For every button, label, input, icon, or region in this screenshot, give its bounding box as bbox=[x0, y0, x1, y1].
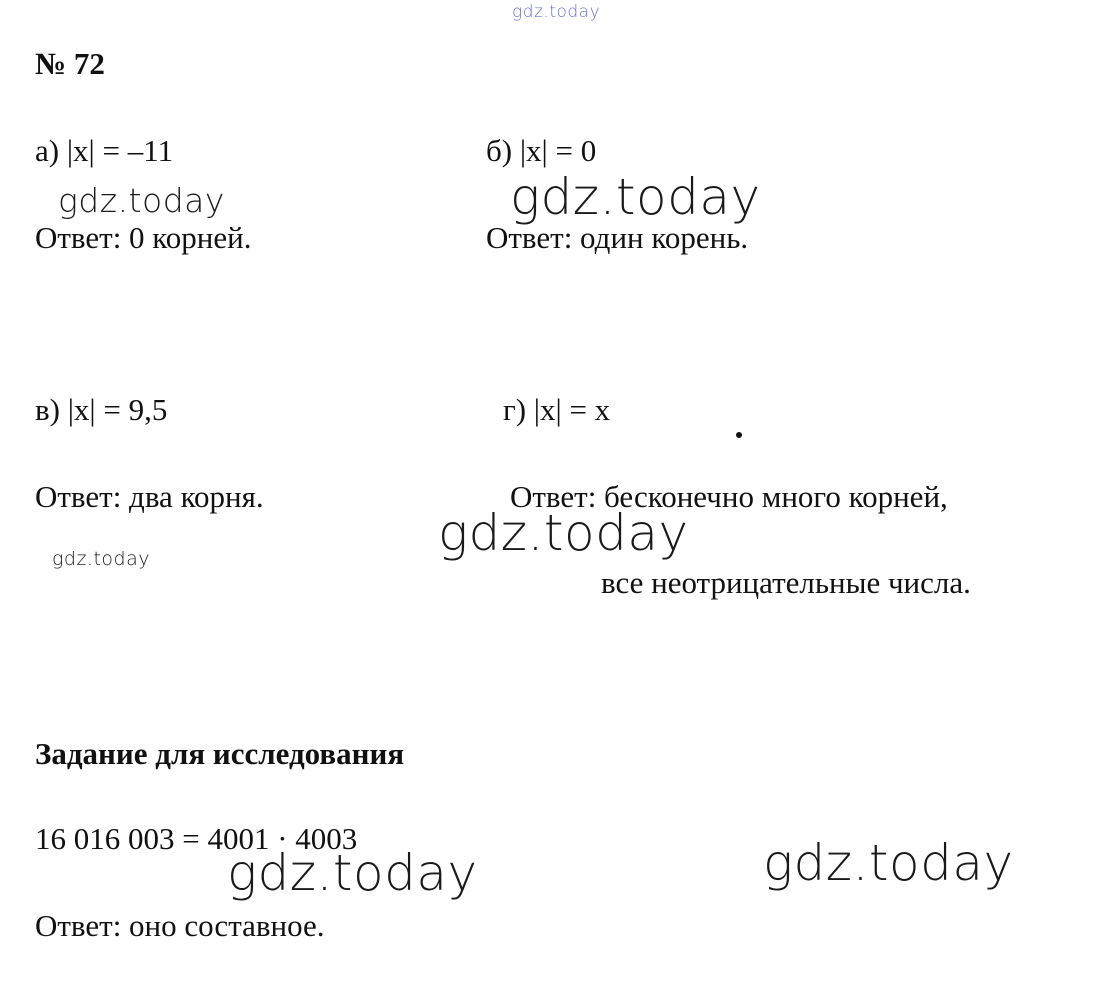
answer-g-continued: все неотрицательные числа. bbox=[601, 565, 971, 600]
watermark-top: gdz.today bbox=[512, 2, 601, 22]
equation-v: в) |x| = 9,5 bbox=[35, 392, 168, 427]
answer-g: Ответ: бесконечно много корней, bbox=[510, 479, 948, 514]
research-answer: Ответ: оно составное. bbox=[35, 908, 325, 943]
answer-b: Ответ: один корень. bbox=[486, 220, 749, 255]
equation-a: а) |x| = –11 bbox=[35, 133, 174, 168]
watermark-large-4: gdz.today bbox=[763, 834, 1014, 892]
watermark-large-1: gdz.today bbox=[510, 168, 761, 226]
answer-v: Ответ: два корня. bbox=[35, 479, 264, 514]
watermark-large-3: gdz.today bbox=[227, 844, 478, 902]
watermark-large-2: gdz.today bbox=[438, 504, 689, 562]
research-equation: 16 016 003 = 4001 · 4003 bbox=[35, 821, 358, 856]
background-watermark-diagonal bbox=[180, 47, 879, 520]
answer-a: Ответ: 0 корней. bbox=[35, 220, 252, 255]
research-heading: Задание для исследования bbox=[35, 736, 405, 771]
equation-b: б) |x| = 0 bbox=[486, 133, 597, 168]
watermark-small-1: gdz.today bbox=[58, 181, 225, 220]
equation-g: г) |x| = x bbox=[503, 392, 611, 427]
watermark-small-2: gdz.today bbox=[52, 548, 150, 570]
stray-dot bbox=[736, 432, 742, 438]
problem-number: № 72 bbox=[35, 46, 105, 81]
